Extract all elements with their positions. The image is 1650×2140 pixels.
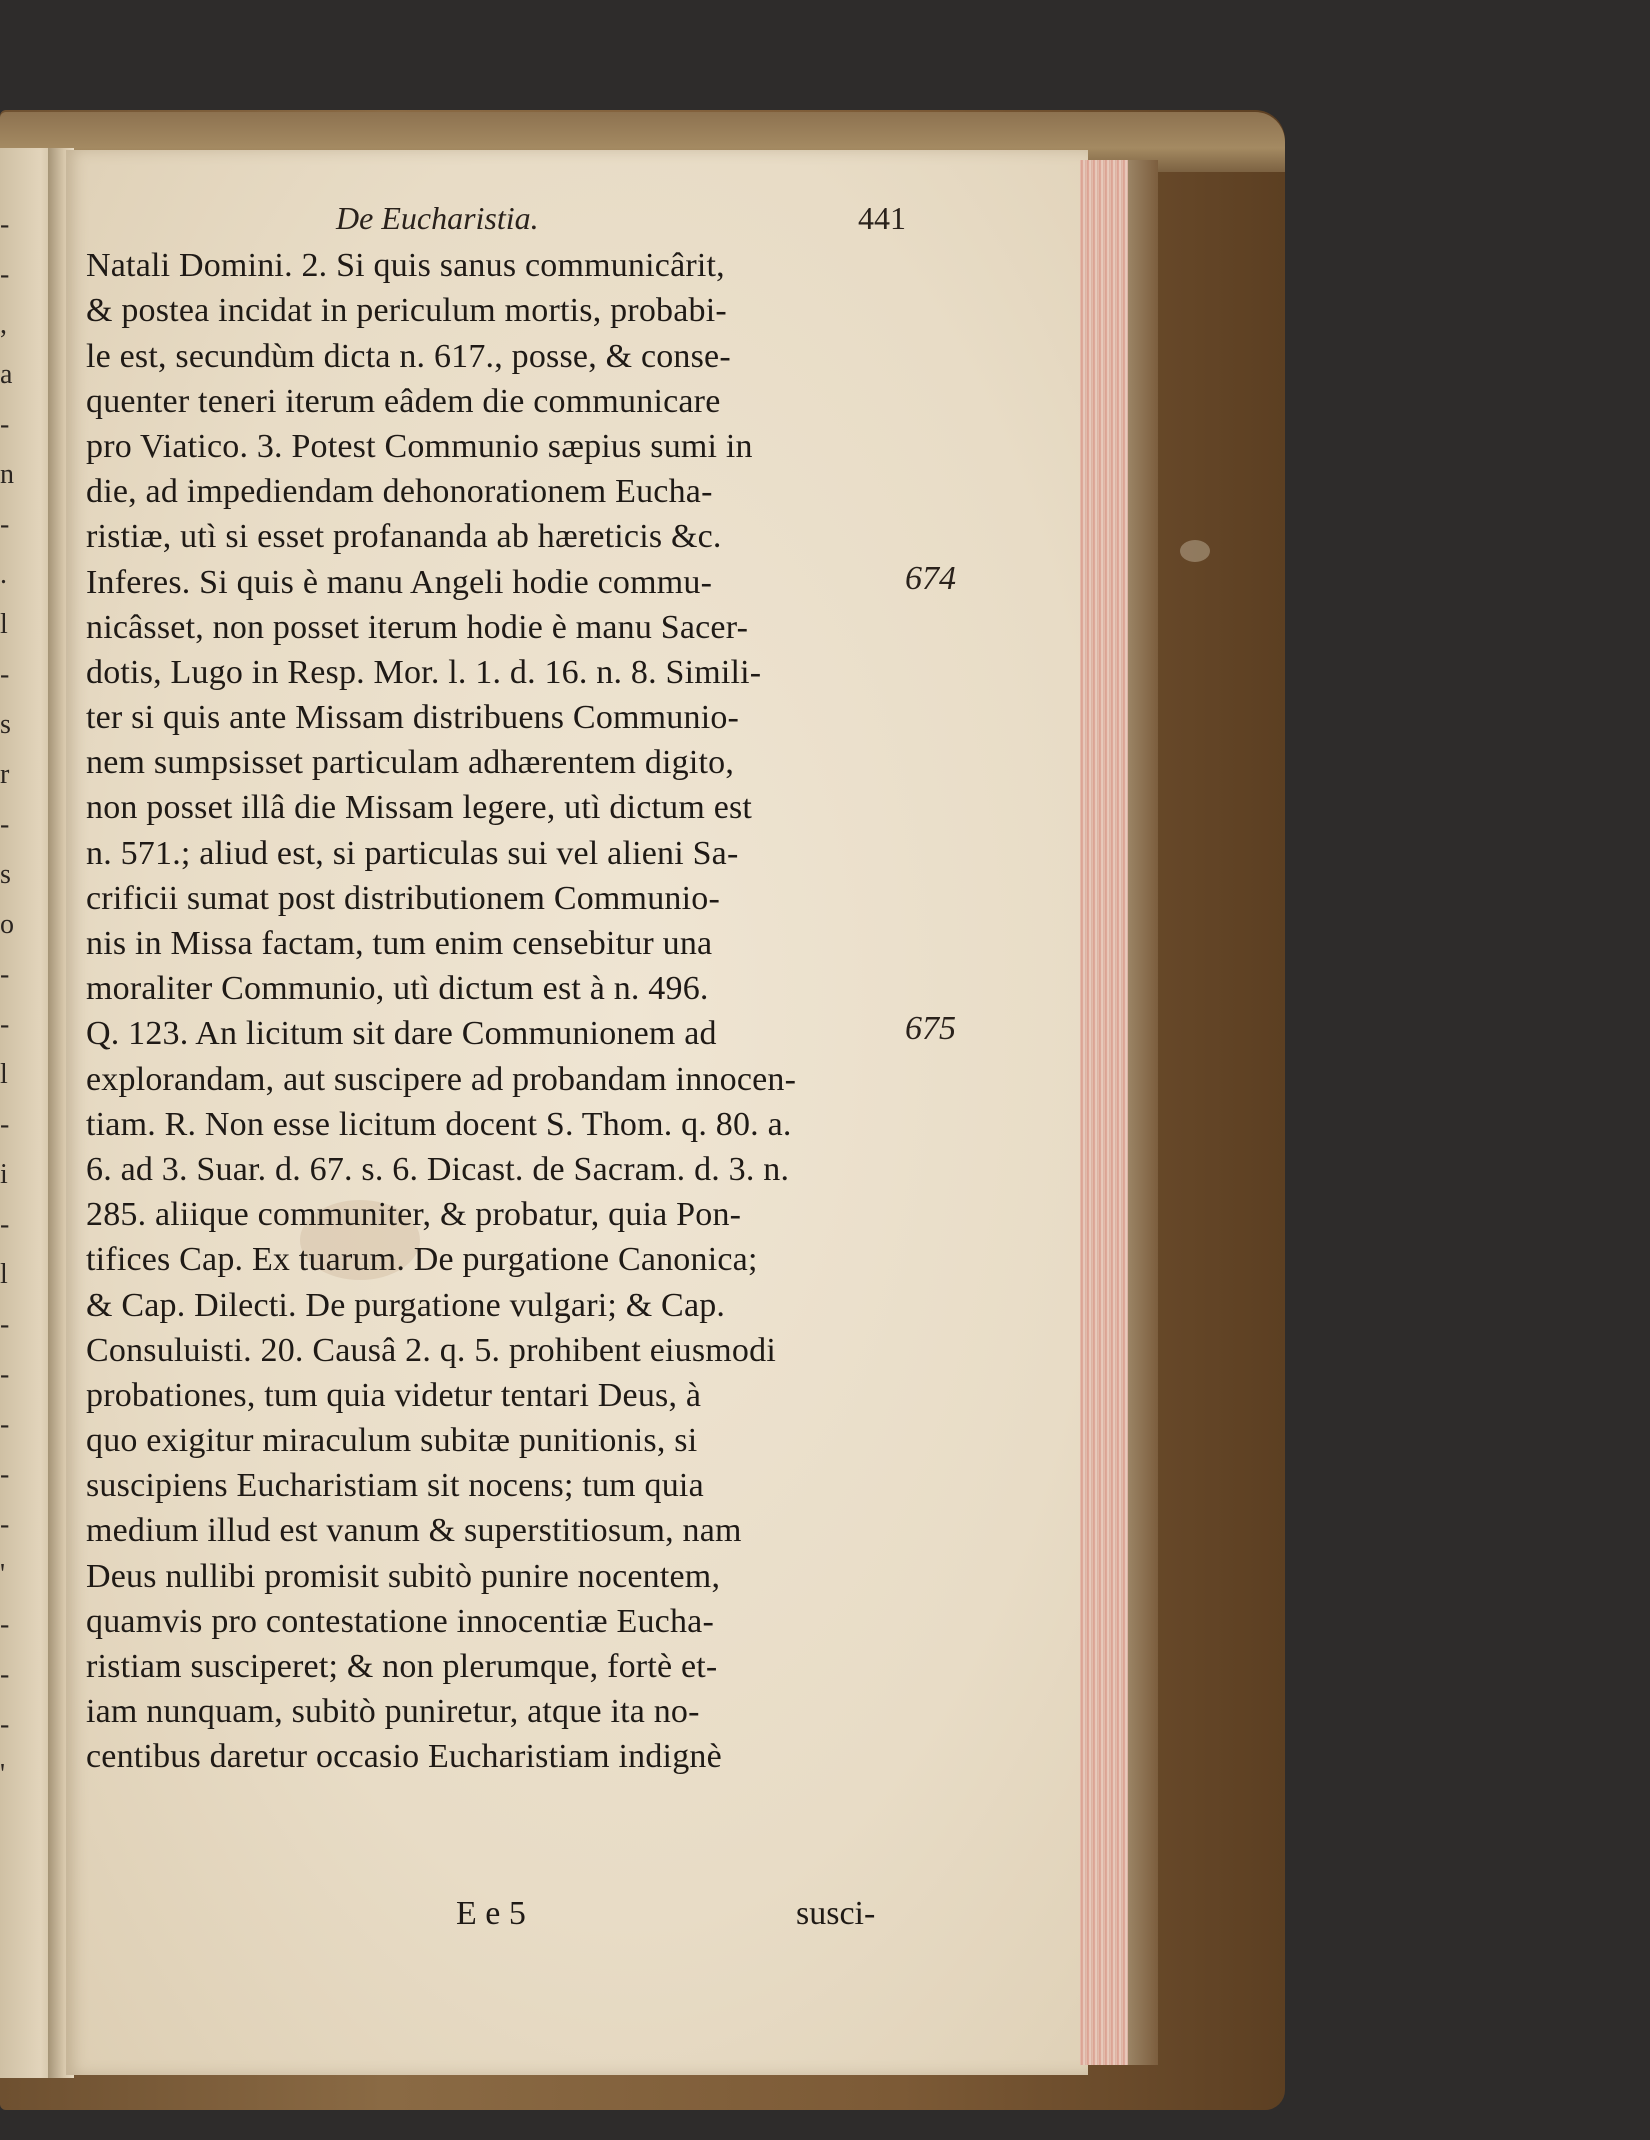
left-page-fragment: -: [0, 1709, 10, 1740]
text-line: n. 571.; aliud est, si particulas sui vel alieni Sa-: [86, 834, 739, 872]
text-line: non posset illâ die Missam legere, utì dictum est: [86, 789, 753, 827]
text-line: 6. ad 3. Suar. d. 67. s. 6. Dicast. de Sacram. d. 3. n.: [86, 1150, 790, 1188]
left-page-fragment: s: [0, 709, 11, 740]
text-line: pro Viatico. 3. Potest Communio sæpius sumi in: [86, 427, 753, 465]
left-page-fragment: l: [0, 609, 8, 640]
left-page-fragment: l: [0, 1259, 8, 1290]
text-line: le est, secundùm dicta n. 617., posse, & conse-: [86, 337, 731, 375]
text-line: centibus daretur occasio Eucharistiam indignè: [86, 1738, 722, 1776]
left-page-fragment: a: [0, 359, 13, 390]
left-page-fragment: l: [0, 1059, 8, 1090]
left-page-fragment: -: [0, 259, 10, 290]
text-line: ristiam susciperet; & non plerumque, fortè et-: [86, 1648, 718, 1686]
text-line: tifices Cap. Ex tuarum. De purgatione Canonica;: [86, 1241, 758, 1279]
text-line: iam nunquam, subitò puniretur, atque ita no-: [86, 1693, 700, 1731]
text-line: dotis, Lugo in Resp. Mor. l. 1. d. 16. n. 8. Simili-: [86, 653, 762, 691]
left-page-fragment: -: [0, 1459, 10, 1490]
margin-number-674: 674: [905, 560, 956, 597]
text-line: crificii sumat post distributionem Communio-: [86, 879, 720, 917]
text-line: Consuluisti. 20. Causâ 2. q. 5. prohibent eiusmodi: [86, 1331, 776, 1369]
left-page-fragment: -: [0, 1359, 10, 1390]
text-line: suscipiens Eucharistiam sit nocens; tum quia: [86, 1467, 704, 1505]
left-page-fragment: .: [0, 559, 7, 590]
left-page-fragment: -: [0, 209, 10, 240]
text-line: explorandam, aut suscipere ad probandam innocen-: [86, 1060, 797, 1098]
cover-spot: [1180, 540, 1210, 562]
running-header: [86, 196, 906, 241]
left-page-fragment: -: [0, 509, 10, 540]
text-line: probationes, tum quia videtur tentari Deus, à: [86, 1376, 702, 1414]
text-line: & Cap. Dilecti. De purgatione vulgari; & Cap.: [86, 1286, 726, 1324]
left-page-fragment: -: [0, 659, 10, 690]
text-line: die, ad impediendam dehonorationem Eucha-: [86, 473, 713, 511]
text-lines: [86, 243, 906, 1779]
signature-mark: E e 5: [456, 1895, 526, 1932]
left-page-fragment: o: [0, 909, 14, 940]
left-page-fragment: i: [0, 1159, 8, 1190]
left-page-fragment: r: [0, 759, 10, 790]
text-line: nem sumpsisset particulam adhærentem digito,: [86, 744, 735, 782]
left-page-text-fragments: [0, 200, 24, 1800]
text-line: nicâsset, non posset iterum hodie è manu Sacer-: [86, 608, 749, 646]
page-text-block: [86, 196, 906, 1780]
left-page-fragment: -: [0, 1409, 10, 1440]
text-line: Natali Domini. 2. Si quis sanus communicârit,: [86, 247, 725, 285]
page-block-edge: [1080, 160, 1130, 2065]
text-line: ter si quis ante Missam distribuens Communio-: [86, 699, 740, 737]
left-page-fragment: -: [0, 1659, 10, 1690]
text-line: quo exigitur miraculum subitæ punitionis, si: [86, 1422, 698, 1460]
left-page-fragment: -: [0, 1609, 10, 1640]
left-page-fragment: ,: [0, 309, 7, 340]
catchword: susci-: [796, 1895, 876, 1932]
left-page-fragment: n: [0, 459, 14, 490]
text-line: Deus nullibi promisit subitò punire nocentem,: [86, 1557, 721, 1595]
text-line: quamvis pro contestatione innocentiæ Eucha-: [86, 1602, 714, 1640]
left-page-fragment: -: [0, 809, 10, 840]
margin-number-675: 675: [905, 1010, 956, 1047]
left-page-fragment: -: [0, 1009, 10, 1040]
text-line: nis in Missa factam, tum enim censebitur una: [86, 925, 713, 963]
left-page-fragment: s: [0, 859, 11, 890]
text-line: 285. aliique communiter, & probatur, quia Pon-: [86, 1196, 742, 1234]
text-line: medium illud est vanum & superstitiosum, nam: [86, 1512, 742, 1550]
left-page-fragment: -: [0, 1209, 10, 1240]
text-line: quenter teneri iterum eâdem die communicare: [86, 382, 721, 420]
running-header-title: De Eucharistia.: [336, 200, 539, 236]
left-page-fragment: ': [0, 1759, 6, 1790]
text-line: Inferes. Si quis è manu Angeli hodie commu-: [86, 563, 713, 601]
text-line: Q. 123. An licitum sit dare Communionem ad: [86, 1015, 717, 1053]
left-page-fragment: ': [0, 1559, 6, 1590]
left-page-fragment: -: [0, 1309, 10, 1340]
left-page-fragment: -: [0, 1109, 10, 1140]
left-page-fragment: -: [0, 409, 10, 440]
cover-spine-edge: [1128, 160, 1158, 2065]
left-page-fragment: -: [0, 959, 10, 990]
left-page-fragment: -: [0, 1509, 10, 1540]
text-line: & postea incidat in periculum mortis, probabi-: [86, 292, 727, 330]
text-line: moraliter Communio, utì dictum est à n. 496.: [86, 970, 709, 1008]
page-number: 441: [858, 200, 906, 236]
text-line: ristiæ, utì si esset profananda ab hæreticis &c.: [86, 518, 722, 556]
text-line: tiam. R. Non esse licitum docent S. Thom. q. 80. a.: [86, 1105, 792, 1143]
